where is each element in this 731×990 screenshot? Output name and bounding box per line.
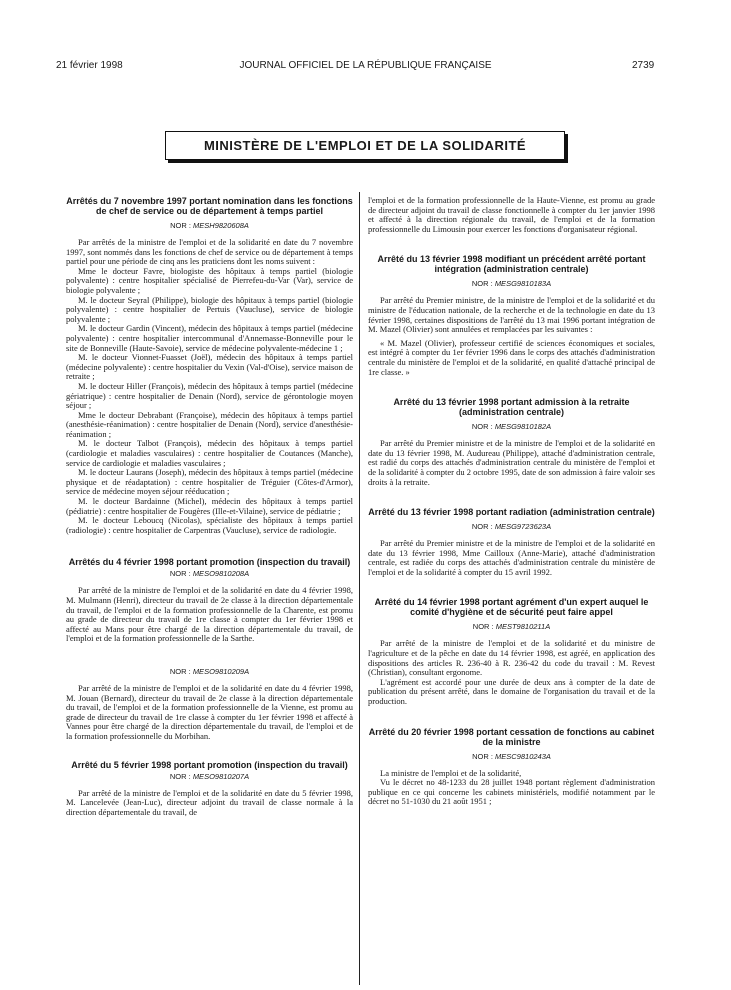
ministry-banner (165, 131, 565, 160)
article-paragraph: Par arrêté de la ministre de l'emploi et de la solidarité en date du 5 février 1998, M. Lancelevée (Jean-Luc), directeur adjoint du travail de classe normale à la direction départementale du travail, de (66, 787, 353, 817)
article-paragraph: Par arrêté du Premier ministre et de la ministre de l'emploi et de la solidarité en date du 13 février 1998, Mme Cailloux (Anne-Marie), attaché d'administration centrale, est radiée du corps des attachés d'administration centrale du ministère de l'emploi et de la solidarité à compter du 15 avril 1992. (368, 538, 655, 577)
article-title: Arrêtés du 4 février 1998 portant promotion (inspection du travail) (68, 557, 351, 568)
nor-reference: NOR : MESG9810182A (471, 422, 552, 432)
nor-reference: NOR : MESH9820608A (170, 221, 249, 230)
article-paragraph: Par arrêté du Premier ministre et de la ministre de l'emploi et de la solidarité en date du 13 février 1998, M. Audureau (Philippe), attaché d'administration centrale, est radié du corps des attachés d'administration centrale du ministère de l'emploi et de la solidarité à compter du 2 octobre 1995, date de son admission à faire valoir ses droits à la retraite. (368, 438, 655, 487)
article-paragraph: Mme le docteur Debrabant (Françoise), médecin des hôpitaux à temps partiel (anesthésie-réanimation) : centre hospitalier de Denain (Nord), service d'anesthésie-réanimation ; (66, 409, 353, 439)
article-radiation (368, 507, 655, 577)
ministry-title: MINISTÈRE DE L'EMPLOI ET DE LA SOLIDARITÉ (203, 138, 527, 153)
article-promotion-4fev-a (66, 557, 353, 644)
article-integration (368, 254, 655, 377)
nor-reference: NOR : MESC9810243A (472, 751, 551, 761)
article-paragraph: La ministre de l'emploi et de la solidarité, (380, 767, 522, 778)
article-paragraph: Vu le décret no 48-1233 du 28 juillet 1948 portant règlement d'administration publique en ce qui concerne les cabinets ministériels, modifié notamment par le décret no 51-1030 du 21 août 1951 ; (368, 777, 655, 807)
article-paragraph: l'emploi et de la formation professionnelle de la Haute-Vienne, est promu au grade de directeur adjoint du travail de classe fonctionnelle à compter du 1er janvier 1998 et affecté à la direction régionale du travail, de l'emploi et de la formation professionnelle du Limousin pour exercer les fonctions d'organisateur régional. (368, 195, 655, 234)
nor-reference: NOR : MESG9723623A (471, 522, 552, 532)
article-paragraph: Par arrêté de la ministre de l'emploi et de la solidarité en date du 4 février 1998, M. Jouan (Bernard), directeur du travail de 2e classe à la direction départementale du travail, de l'emploi et de la formation professionnelle de la Vienne, est promu au grade de directeur du travail de 1re classe à compter du 1er février 1998 et affecté à Vannes pour être chargé de la direction départementale du travail, de l'emploi et de la formation professionnelle du Morbihan. (66, 682, 353, 741)
article-paragraph: M. le docteur Vionnet-Fuasset (Joël), médecin des hôpitaux à temps partiel (médecine polyvalente) : centre hospitalier du Vexin (Val-d'Oise), service maison de retraite ; (66, 352, 353, 382)
article-title: Arrêté du 13 février 1998 modifiant un précédent arrêté portant intégration (administration centrale) (377, 254, 646, 275)
article-continuation (368, 196, 655, 234)
article-paragraph: M. le docteur Hiller (François), médecin des hôpitaux à temps partiel (médecine gériatrique) : centre hospitalier de Denain (Nord), service de gérontologie moyen séjour ; (66, 380, 353, 411)
article-paragraph: Mme le docteur Favre, biologiste des hôpitaux à temps partiel (biologie polyvalente) : centre hospitalier spécialisé de Pierrefeu-du-Var (Var), service de biologie polyvalente ; (66, 265, 353, 295)
right-column (368, 196, 655, 807)
article-nominations (66, 196, 353, 535)
article-retraite (368, 397, 655, 487)
article-agrement-expert (368, 597, 655, 706)
nor-reference: NOR : MESG9810183A (471, 279, 552, 289)
article-cessation-fonctions (368, 727, 655, 807)
article-paragraph: L'agrément est accordé pour une durée de deux ans à compter de la date de publication du présent arrêté, dans le domaine de l'organisation du travail et de la production. (368, 676, 655, 707)
article-paragraph: Par arrêté de la ministre de l'emploi et de la solidarité en date du 4 février 1998, M. Mulmann (Henri), directeur du travail de 2e classe à la direction départementale du travail, de l'emploi et de la formation professionnelle de la Charente, est promu au grade de directeur du travail de 1re classe à compter du 1er février 1998 et affecté au Mans pour être chargé de la direction départementale du travail, de l'emploi et de la formation professionnelle de la Sarthe. (66, 585, 353, 644)
column-divider (359, 192, 360, 985)
article-paragraph: M. le docteur Seyral (Philippe), biologie des hôpitaux à temps partiel (biologie polyvalente) : centre hospitalier de Pertuis (Vaucluse), service de biologie polyvalente ; (66, 294, 353, 324)
article-title: Arrêté du 20 février 1998 portant cessation de fonctions au cabinet de la ministre (368, 726, 655, 747)
article-promotion-5fev (66, 760, 353, 818)
article-paragraph: M. le docteur Gardin (Vincent), médecin des hôpitaux à temps partiel (médecine polyvalente) : centre hospitalier intercommunal d'Annemasse-Bonneville pour le site de Bonneville (Haute-Savoie), service de médecine polyvalente-médecine 1 ; (66, 323, 353, 353)
header-date: 21 février 1998 (56, 60, 123, 71)
article-title: Arrêté du 5 février 1998 portant promotion (inspection du travail) (71, 759, 348, 770)
article-paragraph: Par arrêté du Premier ministre, de la ministre de l'emploi et de la solidarité et du ministre de l'éducation nationale, de la recherche et de la technologie en date du 13 février 1998, certaines dispositions de l'arrêté du 13 mai 1996 portant intégration de M. Mazel (Olivier) sont annulées et remplacées par les suivantes : (368, 295, 655, 335)
article-title: Arrêté du 13 février 1998 portant admission à la retraite (administration centrale) (393, 397, 630, 418)
article-title: Arrêtés du 7 novembre 1997 portant nomination dans les fonctions de chef de service ou de département à temps partiel (66, 196, 353, 216)
page-number: 2739 (632, 60, 655, 71)
article-title: Arrêté du 14 février 1998 portant agrément d'un expert auquel le comité d'hygiène et de sécurité peut faire appel (374, 597, 649, 618)
article-title: Arrêté du 13 février 1998 portant radiation (administration centrale) (368, 507, 655, 518)
article-paragraph: Par arrêtés de la ministre de l'emploi et de la solidarité en date du 7 novembre 1997, sont nommés dans les fonctions de chef de service ou de département à temps partiel pour une période de cinq ans les praticiens dont les noms suivent : (66, 237, 353, 267)
nor-reference: NOR : MESO9810209A (169, 666, 250, 676)
article-promotion-4fev-b (66, 667, 353, 742)
article-paragraph: M. le docteur Talbot (François), médecin des hôpitaux à temps partiel (cardiologie et maladies vasculaires) : centre hospitalier de Coutances (Manche), service de cardiologie et maladies vasculaires ; (66, 438, 353, 468)
article-paragraph: Par arrêté de la ministre de l'emploi et de la solidarité et du ministre de l'agriculture et de la pêche en date du 14 février 1998, est agréé, en application des dispositions des articles R. 236-40 à R. 236-42 du code du travail : M. Revest (Christian), consultant ergonome. (368, 638, 655, 678)
nor-reference: NOR : MESO9810207A (169, 771, 250, 781)
left-column (66, 196, 353, 817)
nor-reference: NOR : MEST9810211A (472, 622, 551, 632)
article-paragraph: M. le docteur Leboucq (Nicolas), spécialiste des hôpitaux à temps partiel (radiologie) : centre hospitalier de Carpentras (Vaucluse), service de radiologie. (66, 515, 353, 535)
article-paragraph: « M. Mazel (Olivier), professeur certifié de sciences économiques et sociales, est intégré à compter du 1er février 1996 dans le corps des attachés d'administration centrale du ministère de l'emploi et de la solidarité, en qualité d'attaché principal de 1re classe. » (368, 337, 655, 377)
journal-title: JOURNAL OFFICIEL DE LA RÉPUBLIQUE FRANÇAISE (239, 60, 492, 71)
article-paragraph: M. le docteur Bardainne (Michel), médecin des hôpitaux à temps partiel (pédiatrie) : centre hospitalier de Fougères (Ille-et-Vilaine), service de pédiatrie ; (66, 496, 353, 516)
article-paragraph: M. le docteur Laurans (Joseph), médecin des hôpitaux à temps partiel (médecine physique et de réadaptation) : centre hospitalier de Tréguier (Côtes-d'Armor), service de médecine moyen séjour rééducation ; (66, 467, 353, 497)
nor-reference: NOR : MESO9810208A (169, 569, 250, 579)
